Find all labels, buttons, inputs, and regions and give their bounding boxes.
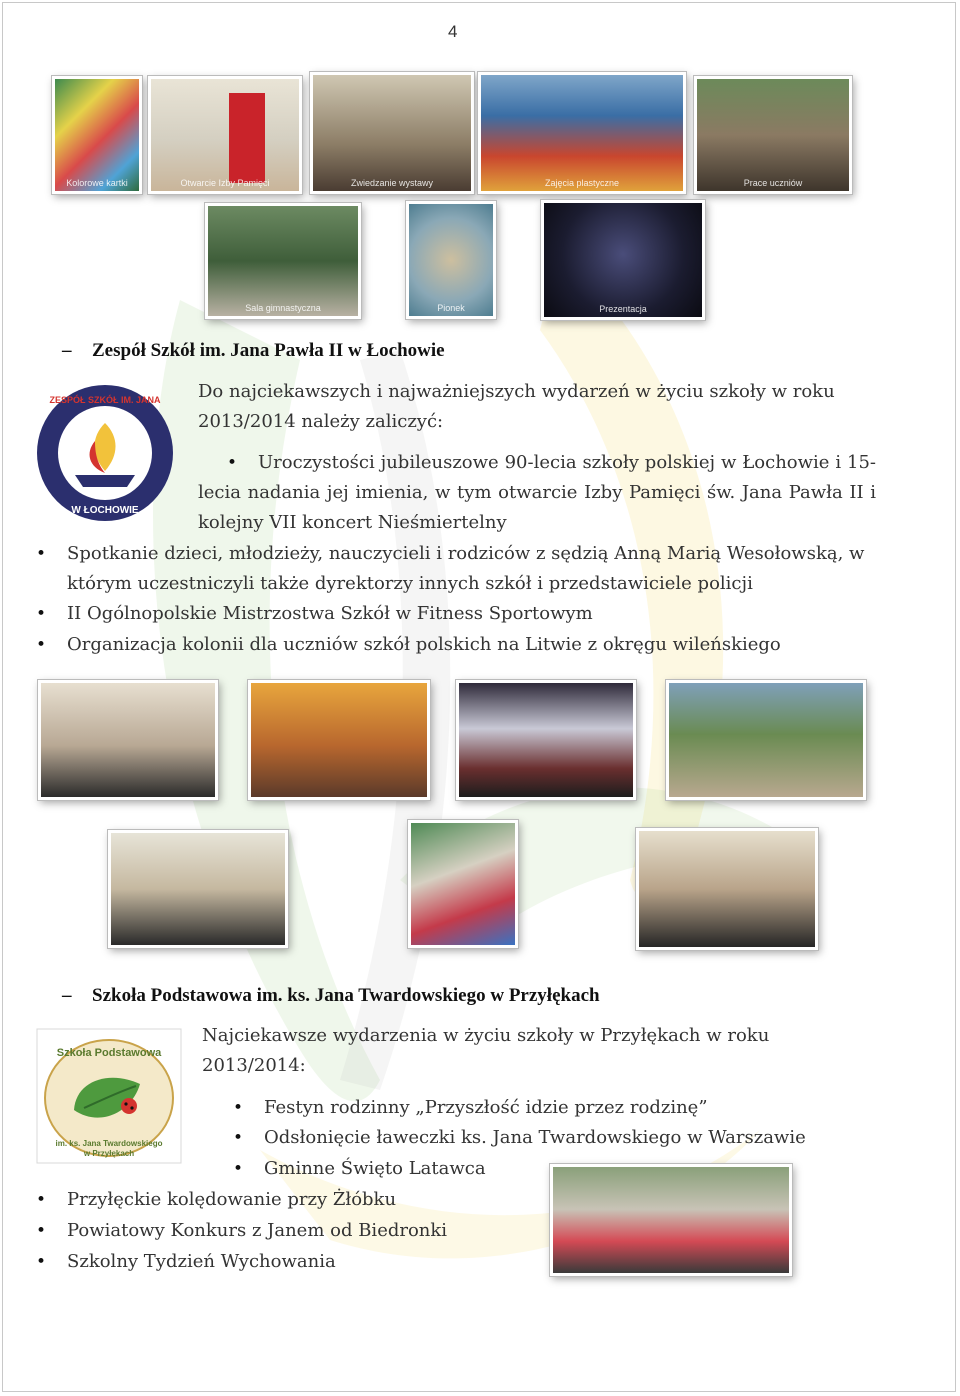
- svg-text:W ŁOCHOWIE: W ŁOCHOWIE: [71, 505, 139, 516]
- gallery-photo: Otwarcie Izby Pamięci: [148, 76, 302, 194]
- gallery-photo: [636, 828, 818, 950]
- gallery-photo: [456, 680, 636, 800]
- lochow-bullet-2: • Spotkanie dzieci, młodzieży, nauczycieli i rodziców z sędzią Anną Marią Wesołowską, w którym uczestniczyli także dyrektorzy innych szkół i przedstawiciele policji: [67, 539, 881, 599]
- gallery-photo: Prace uczniów: [694, 76, 852, 194]
- gallery-photo: [248, 680, 430, 800]
- gallery-photo: [38, 680, 218, 800]
- przylek-bullet-4: • Przyłęckie kolędowanie przy Żłóbku: [67, 1185, 527, 1215]
- gallery-photo: Zwiedzanie wystawy: [310, 72, 474, 194]
- lochow-bullet-3: • II Ogólnopolskie Mistrzostwa Szkół w Fitness Sportowym: [67, 599, 867, 629]
- gallery-photo: Zajęcia plastyczne: [478, 72, 686, 194]
- gallery-photo: Kolorowe kartki: [52, 76, 142, 194]
- przylek-bullet-3: • Gminne Święto Latawca: [264, 1154, 544, 1184]
- gallery-photo: Prezentacja: [541, 200, 705, 320]
- lochow-bullet-4: • Organizacja kolonii dla uczniów szkół polskich na Litwie z okręgu wileńskiego: [67, 630, 867, 660]
- svg-text:Szkoła Podstawowa: Szkoła Podstawowa: [56, 1047, 162, 1059]
- section-heading-lochow: – Zespół Szkół im. Jana Pawła II w Łochowie: [62, 340, 445, 361]
- gallery-photo: Sala gimnastyczna: [205, 203, 361, 319]
- gallery-photo: Pionek: [406, 201, 496, 319]
- przylek-bullet-6: • Szkolny Tydzień Wychowania: [67, 1247, 527, 1277]
- przylek-bullet-2: • Odsłonięcie ławeczki ks. Jana Twardowskiego w Warszawie: [264, 1123, 864, 1153]
- lochow-school-logo: [35, 383, 175, 523]
- gallery-photo: [666, 680, 866, 800]
- svg-text:im. ks. Jana Twardowskiego: im. ks. Jana Twardowskiego: [55, 1139, 163, 1148]
- gallery-photo: [550, 1164, 792, 1276]
- gallery-photo: [108, 830, 288, 948]
- svg-text:w Przyłękach: w Przyłękach: [83, 1149, 135, 1158]
- lochow-intro: Do najciekawszych i najważniejszych wydarzeń w życiu szkoły w roku 2013/2014 należy zaliczyć:: [198, 381, 835, 432]
- przylek-bullet-1: • Festyn rodzinny „Przyszłość idzie przez rodzinę”: [264, 1093, 824, 1123]
- section-heading-przylek: – Szkoła Podstawowa im. ks. Jana Twardowskiego w Przyłękach: [62, 985, 600, 1006]
- przylek-intro: Najciekawsze wydarzenia w życiu szkoły w Przyłękach w roku 2013/2014:: [202, 1025, 770, 1076]
- lochow-bullet-1: • Uroczystości jubileuszowe 90-lecia szkoły polskiej w Łochowie i 15-lecia nadania jej imienia, w tym otwarcie Izby Pamięci św. Jana Pawła II i kolejny VII koncert Nieśmiertelny: [198, 448, 876, 538]
- svg-text:ZESPÓŁ SZKÓŁ IM. JANA: ZESPÓŁ SZKÓŁ IM. JANA: [49, 395, 161, 405]
- przylek-bullet-5: • Powiatowy Konkurs z Janem od Biedronki: [67, 1216, 527, 1246]
- page-number: 4: [448, 22, 458, 41]
- gallery-photo: [408, 820, 518, 948]
- przylek-school-logo: [36, 1028, 182, 1164]
